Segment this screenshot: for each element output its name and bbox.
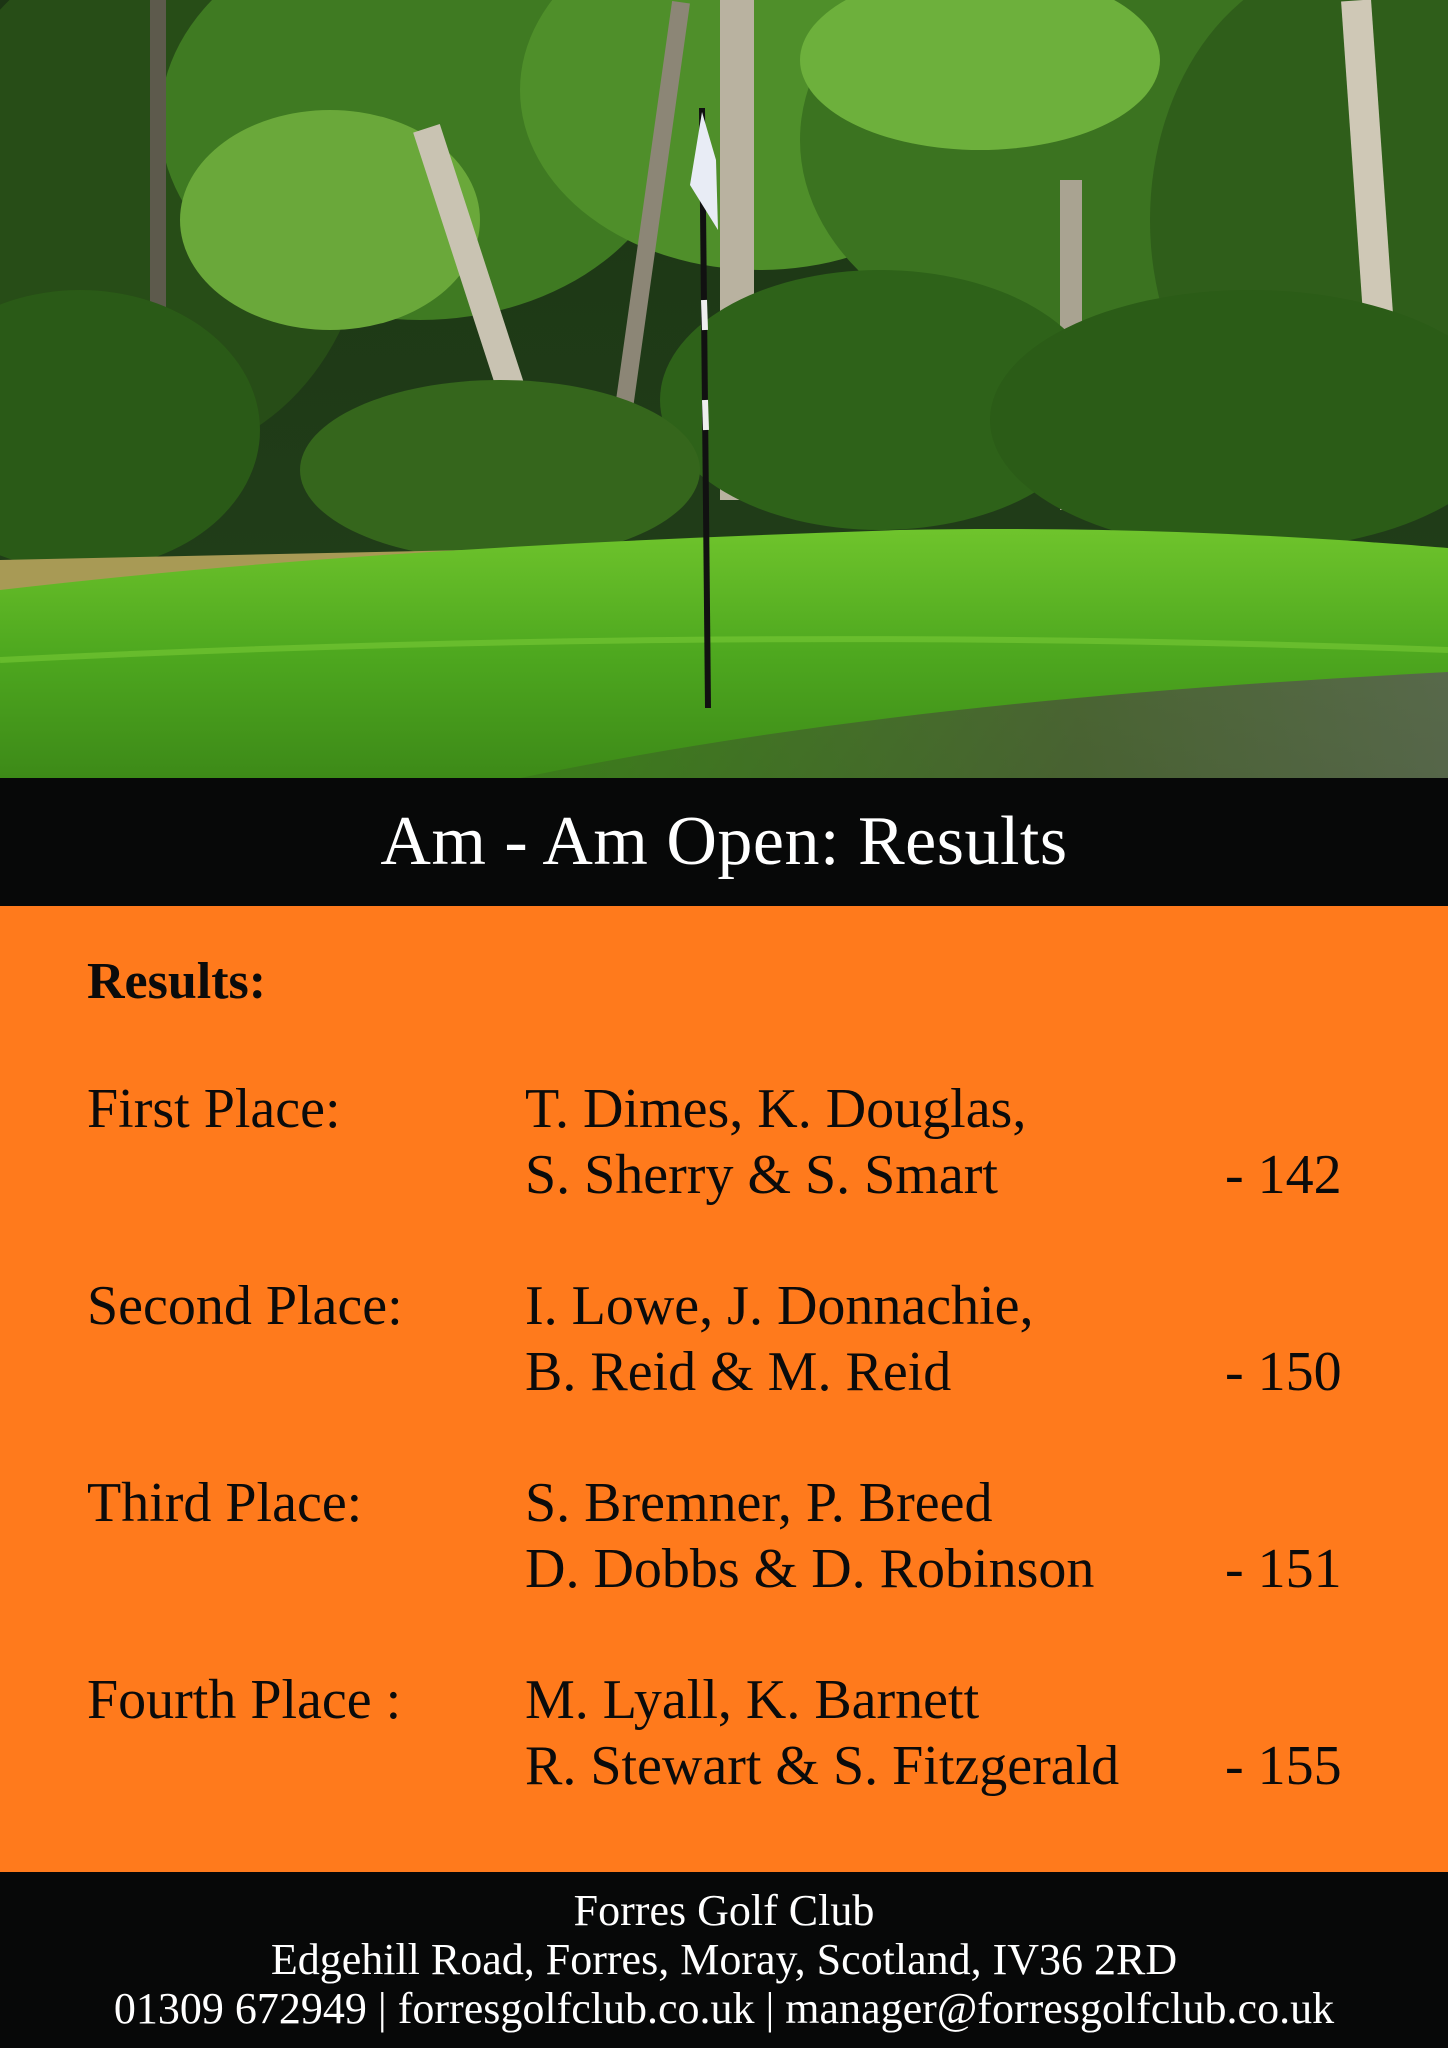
team-names-line2: B. Reid & M. Reid (525, 1341, 952, 1403)
place-label: Third Place: (87, 1472, 363, 1534)
result-fourth-place (0, 1667, 1448, 1797)
team-names-line2: S. Sherry & S. Smart (525, 1144, 998, 1206)
team-names (525, 1667, 1119, 1799)
golf-course-photo (0, 0, 1448, 778)
golf-green-flag-image (0, 0, 1448, 778)
team-names-line1: I. Lowe, J. Donnachie, (525, 1275, 1034, 1337)
team-score: - 155 (1225, 1735, 1342, 1797)
result-second-place (0, 1273, 1448, 1403)
club-name: Forres Golf Club (573, 1886, 875, 1935)
team-names (525, 1076, 1026, 1208)
page-title: Am - Am Open: Results (380, 803, 1068, 880)
team-names (525, 1470, 1094, 1602)
team-names-line2: D. Dobbs & D. Robinson (525, 1538, 1095, 1600)
result-third-place (0, 1470, 1448, 1600)
club-contact: 01309 672949 | forresgolfclub.co.uk | manager@forresgolfclub.co.uk (113, 1984, 1335, 2033)
team-names-line1: T. Dimes, K. Douglas, (525, 1078, 1027, 1140)
place-label: First Place: (87, 1078, 341, 1140)
team-names (525, 1273, 1034, 1405)
team-score: - 151 (1225, 1538, 1342, 1600)
club-address: Edgehill Road, Forres, Moray, Scotland, IV36 2RD (270, 1935, 1178, 1984)
results-panel (0, 906, 1448, 1872)
team-names-line1: M. Lyall, K. Barnett (525, 1669, 980, 1731)
team-score: - 142 (1225, 1144, 1342, 1206)
footer (0, 1872, 1448, 2048)
team-score: - 150 (1225, 1341, 1342, 1403)
place-label: Fourth Place : (87, 1669, 402, 1731)
results-heading: Results: (87, 953, 267, 1010)
team-names-line2: R. Stewart & S. Fitzgerald (525, 1735, 1120, 1797)
team-names-line1: S. Bremner, P. Breed (525, 1472, 993, 1534)
place-label: Second Place: (87, 1275, 403, 1337)
title-bar (0, 778, 1448, 906)
result-first-place (0, 1076, 1448, 1206)
